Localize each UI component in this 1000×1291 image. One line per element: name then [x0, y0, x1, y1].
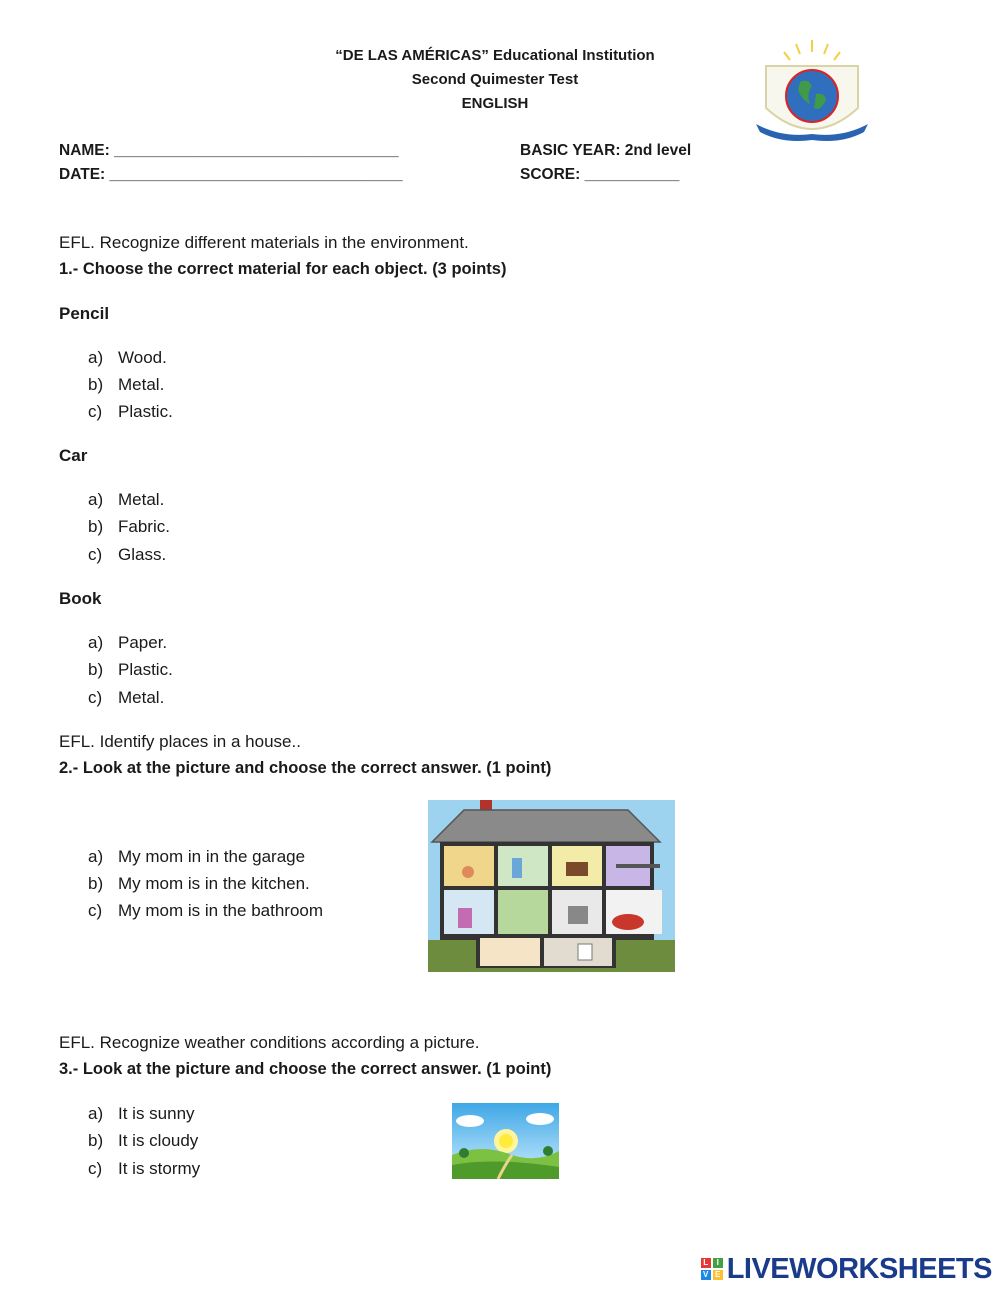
subject-title: ENGLISH — [461, 95, 529, 112]
logo-letter: E — [713, 1270, 723, 1280]
option-letter: a) — [88, 847, 104, 866]
option-letter: c) — [88, 545, 103, 564]
logo-letter: V — [701, 1270, 711, 1280]
section3-title: 3.- Look at the picture and choose the correct answer. (1 point) — [59, 1060, 552, 1078]
school-emblem-icon — [752, 38, 872, 153]
option-text: Plastic. — [118, 402, 173, 421]
house-picture — [428, 800, 675, 972]
institution-title: “DE LAS AMÉRICAS” Educational Institution — [335, 47, 655, 64]
liveworksheets-brand-text: LIVEWORKSHEETS — [726, 1252, 992, 1285]
option-letter: a) — [88, 348, 104, 367]
option-text: It is sunny — [118, 1104, 195, 1123]
option-text: My mom in in the garage — [118, 847, 306, 866]
liveworksheets-logo[interactable] — [701, 1252, 992, 1286]
date-field[interactable]: DATE: __________________________________ — [59, 166, 403, 183]
option-letter: a) — [88, 633, 104, 652]
option-text: Paper. — [118, 633, 168, 652]
option-text: Glass. — [118, 545, 167, 564]
logo-letter: L — [701, 1258, 711, 1268]
option-text: My mom is in the kitchen. — [118, 874, 310, 893]
sunny-weather-picture — [452, 1103, 559, 1179]
basic-year-label: BASIC YEAR: 2nd level — [520, 142, 692, 159]
option-text: Fabric. — [118, 517, 170, 536]
section3-objective: EFL. Recognize weather conditions according a picture. — [59, 1033, 480, 1052]
option-letter: b) — [88, 517, 104, 536]
option-text: Plastic. — [118, 660, 173, 679]
option-letter: a) — [88, 1104, 104, 1123]
item-label-pencil: Pencil — [59, 304, 110, 323]
section1-objective: EFL. Recognize different materials in the environment. — [59, 233, 469, 252]
option-letter: b) — [88, 1131, 104, 1150]
item-label-car: Car — [59, 446, 88, 465]
option-text: It is cloudy — [118, 1131, 199, 1150]
option-letter: c) — [88, 688, 103, 707]
option-text: Metal. — [118, 490, 165, 509]
option-text: Wood. — [118, 348, 167, 367]
section2-title: 2.- Look at the picture and choose the correct answer. (1 point) — [59, 759, 552, 777]
option-text: My mom is in the bathroom — [118, 901, 324, 920]
logo-letter: I — [713, 1258, 723, 1268]
option-letter: b) — [88, 375, 104, 394]
option-letter: b) — [88, 874, 104, 893]
liveworksheets-mark-icon — [701, 1258, 723, 1280]
option-letter: c) — [88, 1159, 103, 1178]
option-letter: b) — [88, 660, 104, 679]
option-text: Metal. — [118, 375, 165, 394]
option-letter: c) — [88, 402, 103, 421]
section2-objective: EFL. Identify places in a house.. — [59, 732, 301, 751]
section1-title: 1.- Choose the correct material for each object. (3 points) — [59, 260, 507, 278]
item-label-book: Book — [59, 589, 102, 608]
option-letter: a) — [88, 490, 104, 509]
name-field[interactable]: NAME: _________________________________ — [59, 142, 399, 159]
score-field[interactable]: SCORE: ___________ — [520, 166, 680, 183]
test-title: Second Quimester Test — [411, 71, 579, 88]
option-letter: c) — [88, 901, 103, 920]
option-text: Metal. — [118, 688, 165, 707]
option-text: It is stormy — [118, 1159, 201, 1178]
